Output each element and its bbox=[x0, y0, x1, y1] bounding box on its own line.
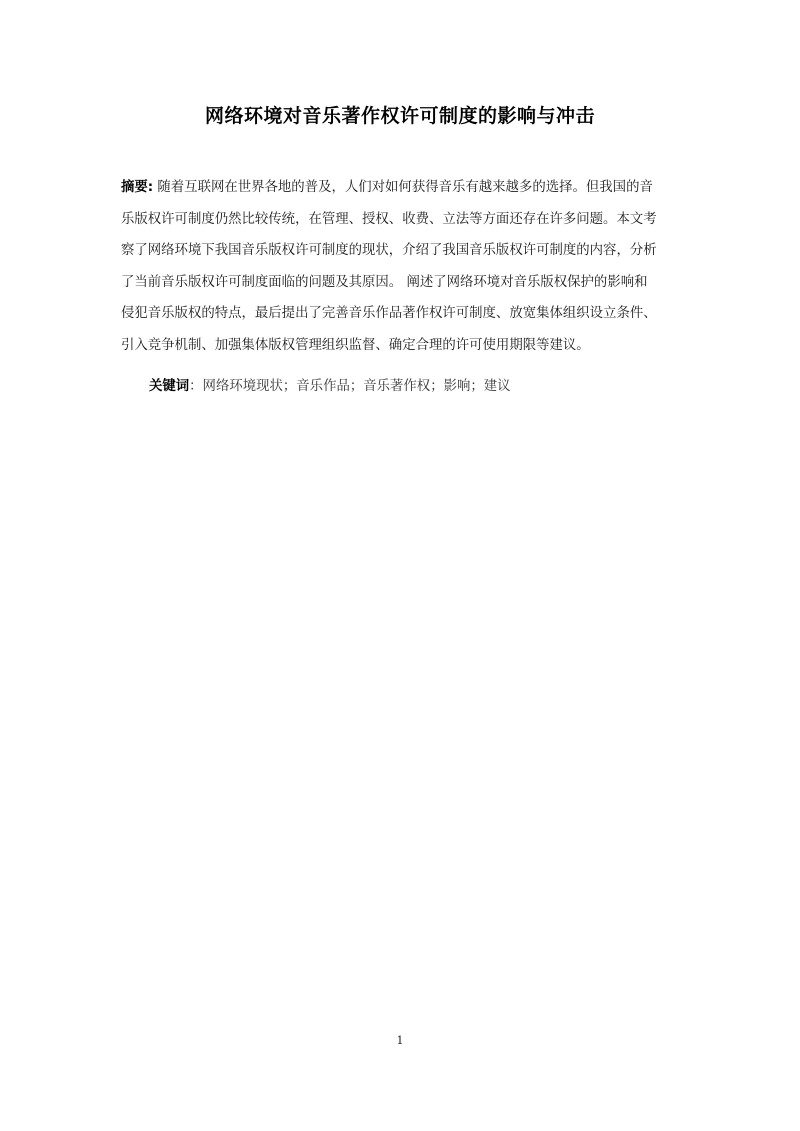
keywords-line bbox=[149, 373, 511, 401]
document-title: 网络环境对音乐著作权许可制度的影响与冲击 bbox=[204, 105, 595, 127]
abstract-line-1 bbox=[121, 172, 687, 204]
abstract-line-6: 引入竞争机制、加强集体版权管理组织监督、确定合理的许可使用期限等建议。 bbox=[121, 337, 590, 353]
page-number: 1 bbox=[396, 1034, 404, 1047]
abstract-line-3: 察了网络环境下我国音乐版权许可制度的现状，介绍了我国音乐版权许可制度的内容，分析 bbox=[121, 243, 657, 258]
abstract-line-5: 侵犯音乐版权的特点，最后提出了完善音乐作品著作权许可制度、放宽集体组织设立条件、 bbox=[121, 306, 657, 321]
abstract-text-1: 随着互联网在世界各地的普及，人们对如何获得音乐有越来越多的选择。但我国的音 bbox=[153, 180, 653, 195]
abstract-label: 摘要: bbox=[121, 180, 154, 195]
abstract-paragraph bbox=[121, 172, 687, 361]
abstract-line-2: 乐版权许可制度仍然比较传统，在管理、授权、收费、立法等方面还存在许多问题。本文考 bbox=[121, 211, 657, 227]
abstract-line-4: 了当前音乐版权许可制度面临的问题及其原因。 阐述了网络环境对音乐版权保护的影响和 bbox=[121, 274, 648, 290]
keywords-text: ：网络环境现状；音乐作品；音乐著作权；影响；建议 bbox=[189, 379, 511, 394]
keywords-label: 关键词 bbox=[149, 379, 190, 394]
